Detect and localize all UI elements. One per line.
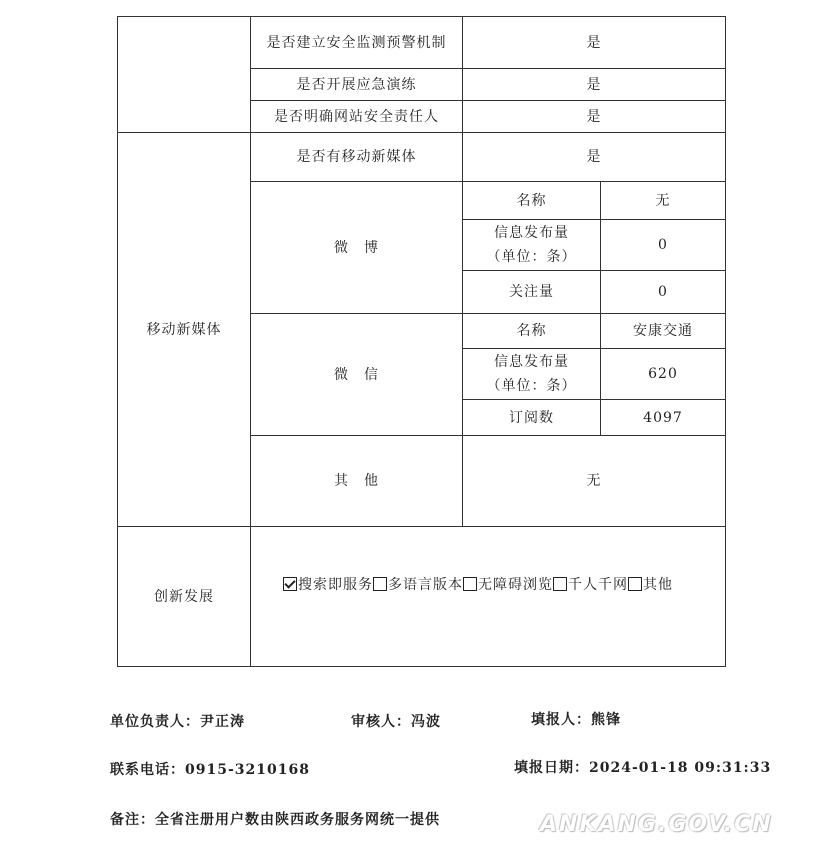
option-label: 搜索即服务 [298, 576, 373, 593]
option-other[interactable] [628, 577, 673, 593]
option-accessibility[interactable] [463, 577, 553, 593]
other-label: 其 他 [251, 436, 463, 527]
row-value: 是 [463, 17, 726, 69]
checkbox-checked-icon[interactable] [283, 577, 297, 591]
has-mobile-label: 是否有移动新媒体 [251, 133, 463, 182]
option-label: 多语言版本 [388, 576, 463, 593]
row-label: 是否建立安全监测预警机制 [251, 17, 463, 69]
weibo-posts-value: 0 [601, 220, 726, 271]
unit-head: 单位负责人：尹正涛 [110, 714, 245, 730]
filler: 填报人：熊锋 [531, 712, 621, 728]
innovation-label: 创新发展 [118, 527, 251, 667]
weibo-posts-label-line2: （单位：条） [486, 249, 577, 265]
other-value: 无 [463, 436, 726, 527]
report-table [117, 16, 726, 667]
weixin-name-label: 名称 [463, 314, 601, 349]
option-multilingual[interactable] [373, 577, 463, 593]
option-label: 其他 [643, 576, 673, 593]
weixin-sub-label: 订阅数 [463, 400, 601, 436]
weibo-follow-value: 0 [601, 271, 726, 314]
mobile-section-label: 移动新媒体 [118, 133, 251, 527]
weibo-name-value: 无 [601, 182, 726, 220]
row-value: 是 [463, 101, 726, 133]
checkbox-icon[interactable] [463, 577, 477, 591]
weixin-posts-label-line2: （单位：条） [486, 378, 577, 394]
option-search-service[interactable] [283, 577, 373, 593]
fill-date: 填报日期：2024-01-18 09:31:33 [514, 760, 772, 776]
option-personalized[interactable] [553, 577, 628, 593]
weixin-sub-value: 4097 [601, 400, 726, 436]
security-section-cell [118, 17, 251, 133]
contact-phone: 联系电话：0915-3210168 [110, 762, 310, 778]
has-mobile-value: 是 [463, 133, 726, 182]
weibo-posts-label [463, 220, 601, 271]
weibo-label: 微 博 [251, 182, 463, 314]
option-label: 无障碍浏览 [478, 576, 553, 593]
weixin-name-value: 安康交通 [601, 314, 726, 349]
weixin-posts-value: 620 [601, 349, 726, 400]
weixin-label: 微 信 [251, 314, 463, 436]
weixin-posts-label [463, 349, 601, 400]
checkbox-icon[interactable] [553, 577, 567, 591]
checkbox-icon[interactable] [628, 577, 642, 591]
weibo-posts-label-line1: 信息发布量 [494, 225, 569, 241]
weibo-follow-label: 关注量 [463, 271, 601, 314]
note: 备注：全省注册用户数由陕西政务服务网统一提供 [110, 812, 440, 828]
weibo-name-label: 名称 [463, 182, 601, 220]
row-label: 是否开展应急演练 [251, 69, 463, 101]
checkbox-icon[interactable] [373, 577, 387, 591]
site-watermark: ANKANG.GOV.CN [540, 812, 773, 837]
reviewer: 审核人：冯波 [351, 714, 441, 730]
weixin-posts-label-line1: 信息发布量 [494, 354, 569, 370]
row-label: 是否明确网站安全责任人 [251, 101, 463, 133]
row-value: 是 [463, 69, 726, 101]
innovation-options [251, 527, 726, 667]
option-label: 千人千网 [568, 576, 628, 593]
